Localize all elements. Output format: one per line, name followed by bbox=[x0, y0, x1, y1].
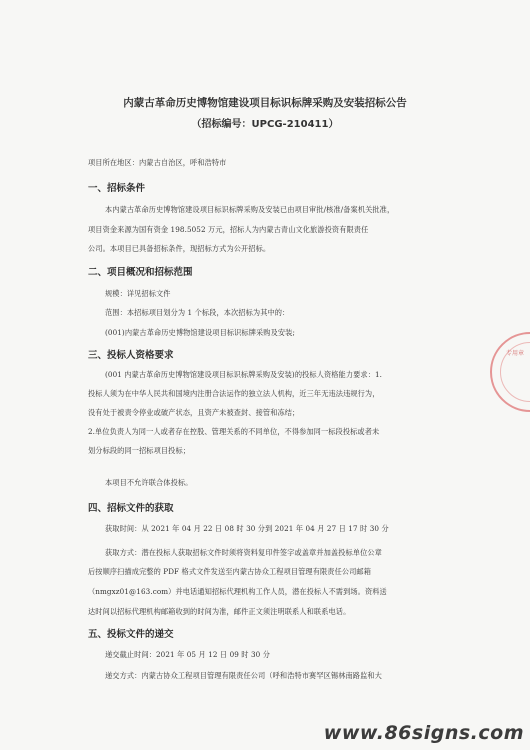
section-heading-3: 三、投标人资格要求 bbox=[88, 350, 174, 361]
section4-line: 获取时间：从 2021 年 04 月 22 日 08 时 30 分到 2021 年 04 月 27 日 17 时 30 分 bbox=[105, 524, 389, 533]
section3-line: 划分标段的同一招标项目投标； bbox=[88, 446, 191, 455]
section2-line: 范围：本招标项目划分为 1 个标段，本次招标为其中的： bbox=[105, 308, 290, 317]
project-location: 项目所在地区：内蒙古自治区，呼和浩特市 bbox=[88, 158, 227, 167]
section4-line: （nmgxz01@163.com）并电话通知招标代理机构工作人员，潜在投标人不需到场。资料送 bbox=[88, 587, 387, 596]
section4-line: 后按顺序扫描成完整的 PDF 格式文件发送至内蒙古协众工程项目管理有限责任公司邮箱 bbox=[88, 567, 372, 576]
official-seal-text: 专用章 bbox=[506, 350, 525, 357]
section3-line: 没有处于被责令停业或破产状态，且资产未被查封、接管和冻结； bbox=[88, 408, 300, 417]
section3-line: 2.单位负责人为同一人或者存在控股、管理关系的不同单位，不得参加同一标段投标或者未 bbox=[88, 427, 380, 436]
tender-number: （招标编号：UPCG-210411） bbox=[191, 119, 339, 130]
site-watermark: www.86signs.com bbox=[323, 722, 524, 744]
section4-line: 获取方式：潜在投标人获取招标文件时须将资料复印件签字或盖章并加盖投标单位公章 bbox=[105, 548, 382, 557]
section5-line: 递交方式：内蒙古协众工程项目管理有限责任公司（呼和浩特市赛罕区锡林南路监和大 bbox=[105, 671, 382, 680]
section1-line: 本内蒙古革命历史博物馆建设项目标识标牌采购及安装已由项目审批/核准/备案机关批准， bbox=[105, 205, 395, 214]
section-heading-2: 二、项目概况和招标范围 bbox=[88, 267, 193, 278]
section1-line: 项目资金来源为国有资金 198.5052 万元，招标人为内蒙古青山文化旅游投资有限责任 bbox=[88, 225, 369, 234]
section5-line: 递交截止时间：2021 年 05 月 12 日 09 时 30 分 bbox=[105, 650, 270, 659]
section3-line: (001 内蒙古革命历史博物馆建设项目标识标牌采购及安装)的投标人资格能力要求：1. bbox=[105, 370, 383, 379]
section2-line: (001)内蒙古革命历史博物馆建设项目标识标牌采购及安装; bbox=[105, 328, 295, 337]
section4-line: 达时间以招标代理机构邮箱收到的时间为准，邮件正文须注明联系人和联系电话。 bbox=[88, 607, 351, 616]
document-title: 内蒙古革命历史博物馆建设项目标识标牌采购及安装招标公告 bbox=[123, 97, 407, 109]
section2-line: 规模：详见招标文件 bbox=[105, 289, 171, 298]
section1-line: 公司。本项目已具备招标条件，现招标方式为公开招标。 bbox=[88, 244, 271, 253]
section-heading-1: 一、招标条件 bbox=[88, 183, 146, 194]
section-heading-5: 五、投标文件的递交 bbox=[88, 629, 174, 640]
section-heading-4: 四、招标文件的获取 bbox=[88, 503, 174, 514]
section3-line: 投标人须为在中华人民共和国境内注册合法运作的独立法人机构，近三年无违法违规行为， bbox=[88, 389, 380, 398]
section3-note: 本项目不允许联合体投标。 bbox=[105, 478, 193, 487]
